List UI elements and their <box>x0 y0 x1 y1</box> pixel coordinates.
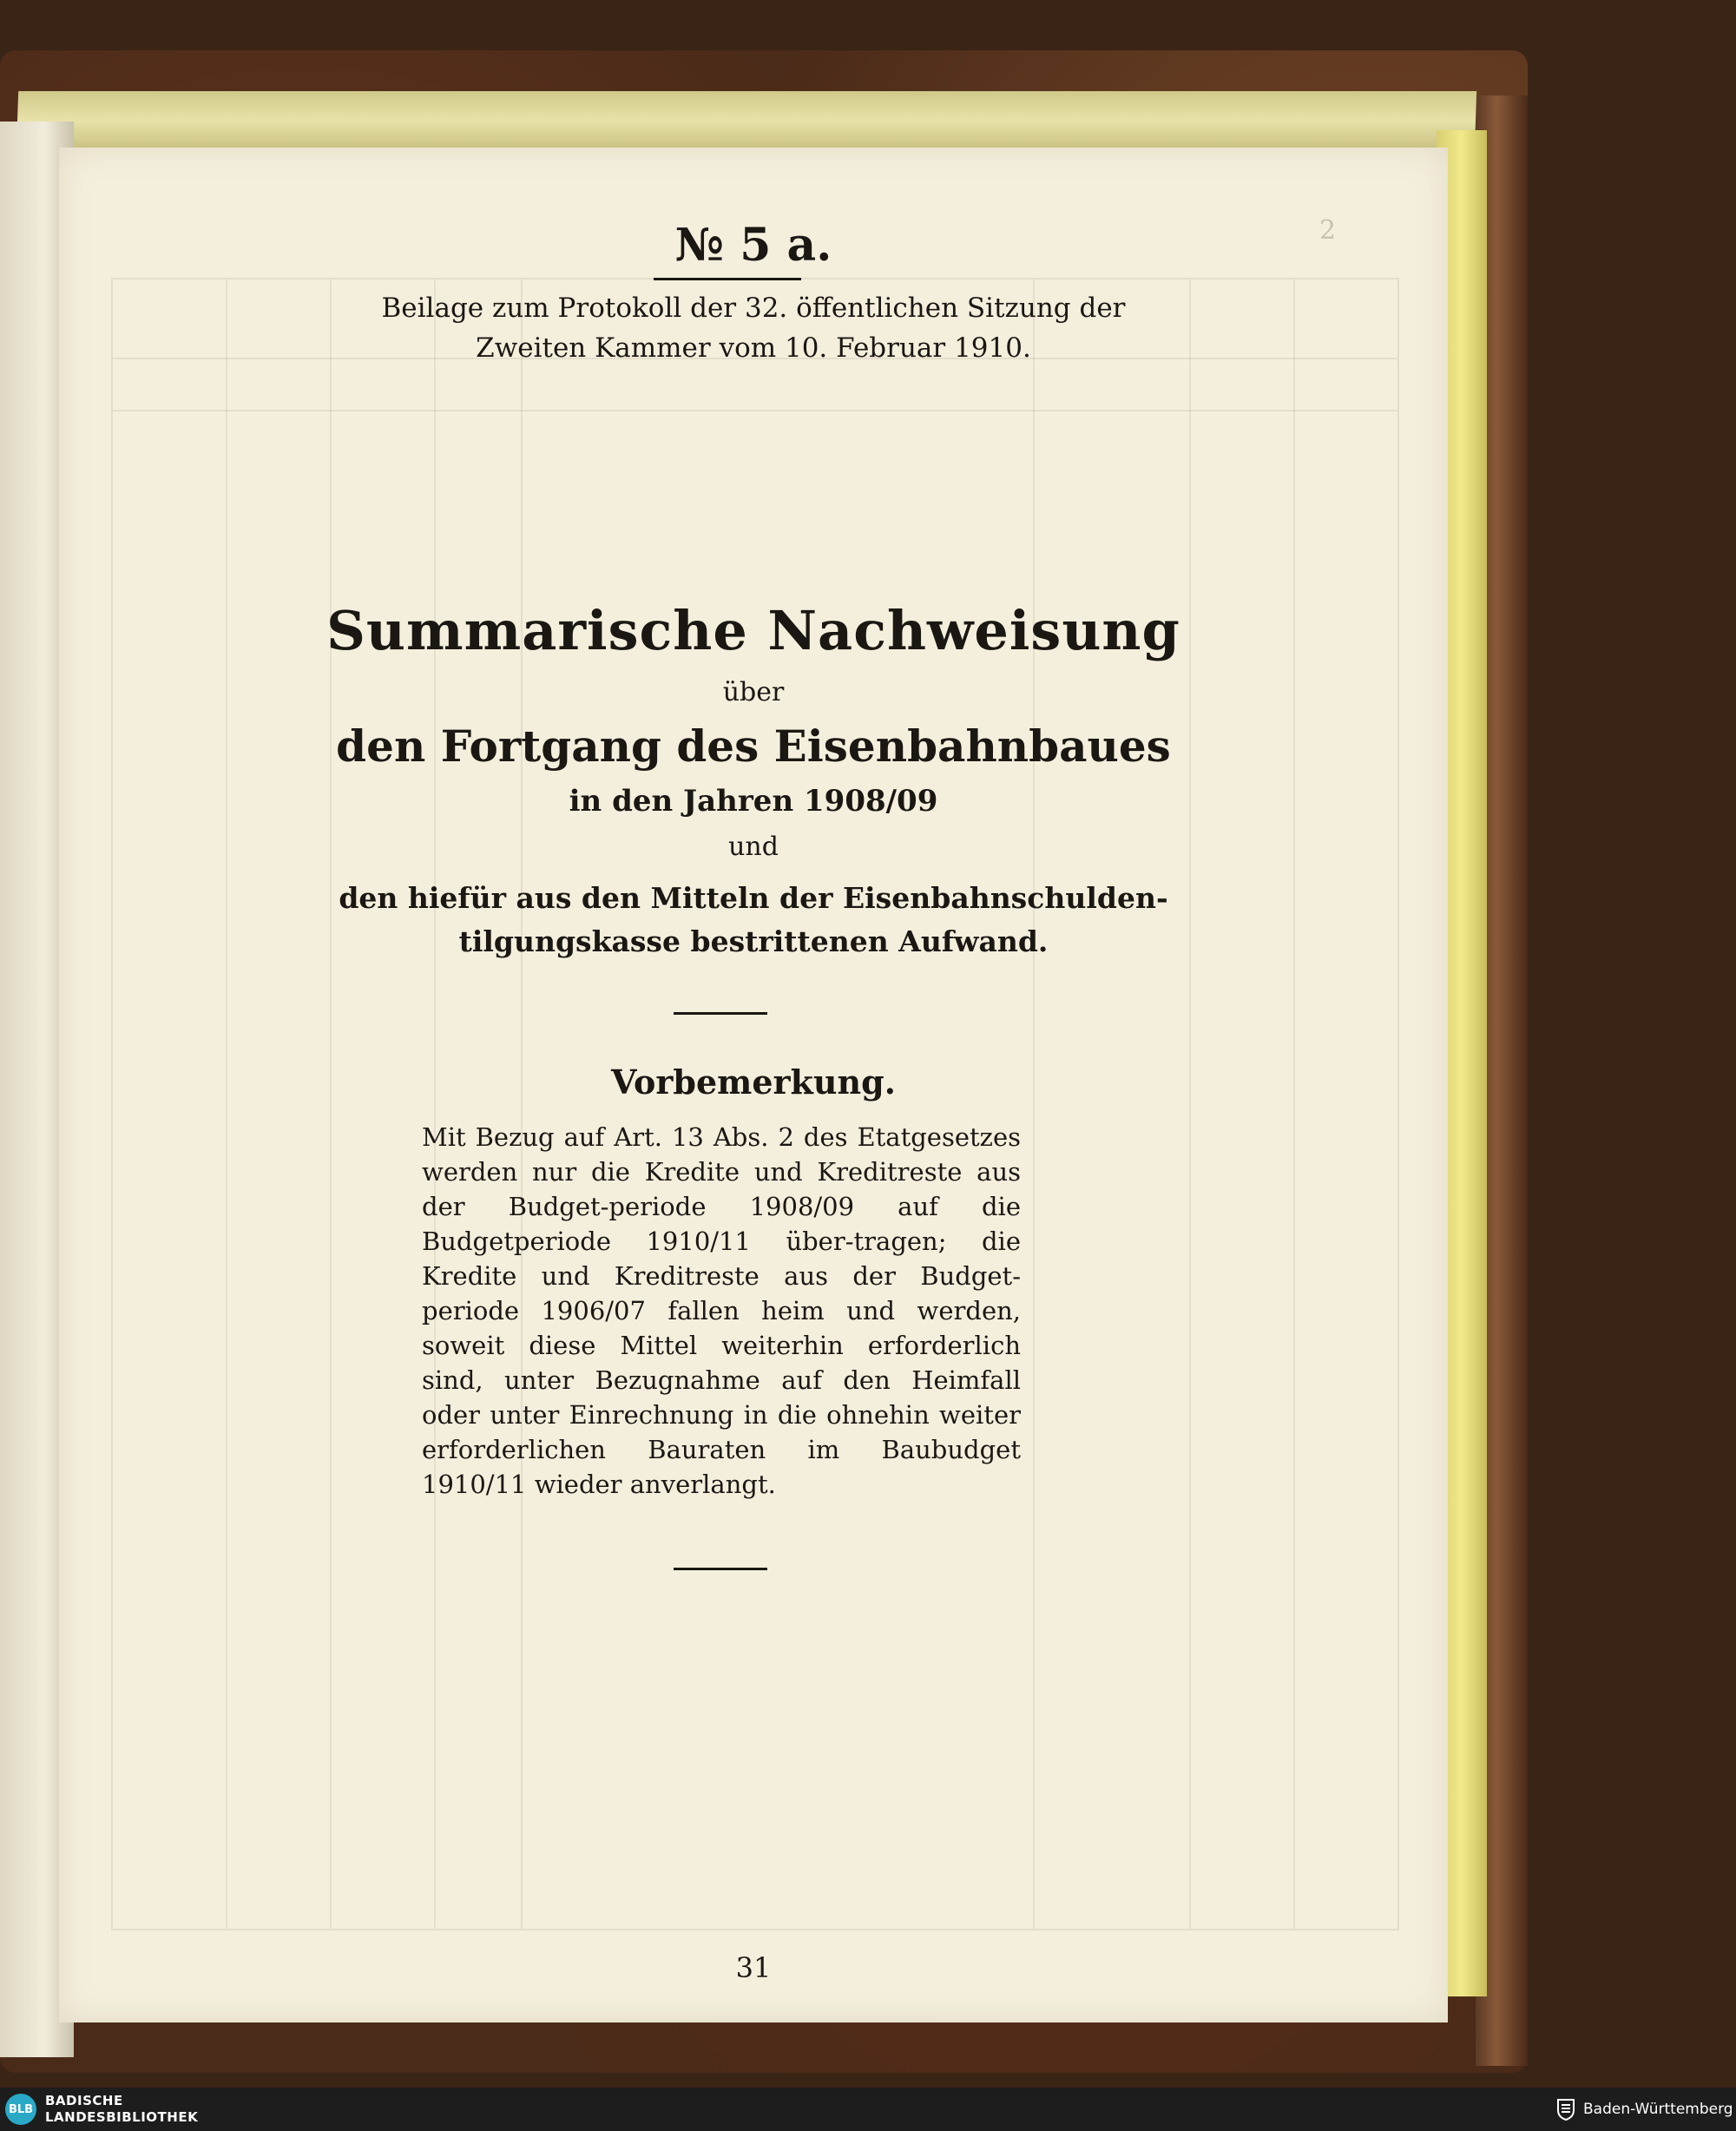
document-number: № 5 a. <box>674 219 832 272</box>
subtitle-years: in den Jahren 1908/09 <box>569 784 938 819</box>
section-divider <box>674 1012 767 1015</box>
state-name[interactable]: Baden-Württemberg <box>1583 2101 1733 2118</box>
page-block-top-edge <box>16 91 1476 150</box>
number-underline <box>654 278 801 280</box>
library-name-line-1: BADISCHE <box>45 2093 123 2108</box>
bw-coat-of-arms-icon <box>1555 2098 1576 2121</box>
connector-and: und <box>728 832 779 862</box>
showthrough-page-number: 2 <box>1319 215 1337 246</box>
page-number: 31 <box>735 1951 772 1984</box>
subtitle-expenditure-line-2: tilgungskasse bestrittenen Aufwand. <box>458 924 1049 958</box>
subtitle-expenditure-line-1: den hiefür aus den Mitteln der Eisenbahnschulden- <box>339 881 1168 915</box>
subtitle-expenditure <box>59 877 1448 964</box>
remark-body: Mit Bezug auf Art. 13 Abs. 2 des Etatgesetzes werden nur die Kredite und Kreditreste aus der Budget-periode 1908/09 auf die Budgetperiode 1910/11 über-tragen; die Kredite und Kreditreste aus der Budget-periode 1906/07 fallen heim und werden, soweit diese Mittel weiterhin erforderlich sind, unter Bezugnahme auf den Heimfall oder unter Einrechnung in die ohnehin weiter erforderlichen Bauraten im Baubudget 1910/11 wieder anverlangt. <box>422 1122 1021 1499</box>
beilage-note <box>59 288 1448 368</box>
library-name-line-2: LANDESBIBLIOTHEK <box>45 2109 199 2125</box>
blb-logo-icon[interactable]: BLB <box>5 2094 36 2125</box>
document-title: Summarische Nachweisung <box>326 599 1180 662</box>
subtitle-construction: den Fortgang des Eisenbahnbaues <box>336 720 1171 772</box>
beilage-line-1: Beilage zum Protokoll der 32. öffentlichen Sitzung der <box>381 293 1126 324</box>
connector-over: über <box>722 677 785 707</box>
beilage-line-2: Zweiten Kammer vom 10. Februar 1910. <box>476 332 1031 364</box>
library-name <box>45 2093 198 2126</box>
remark-heading: Vorbemerkung. <box>611 1062 896 1102</box>
footer-bar <box>0 2088 1736 2131</box>
document-page <box>59 148 1448 2022</box>
end-divider <box>674 1568 767 1570</box>
showthrough-table <box>111 278 1399 1930</box>
